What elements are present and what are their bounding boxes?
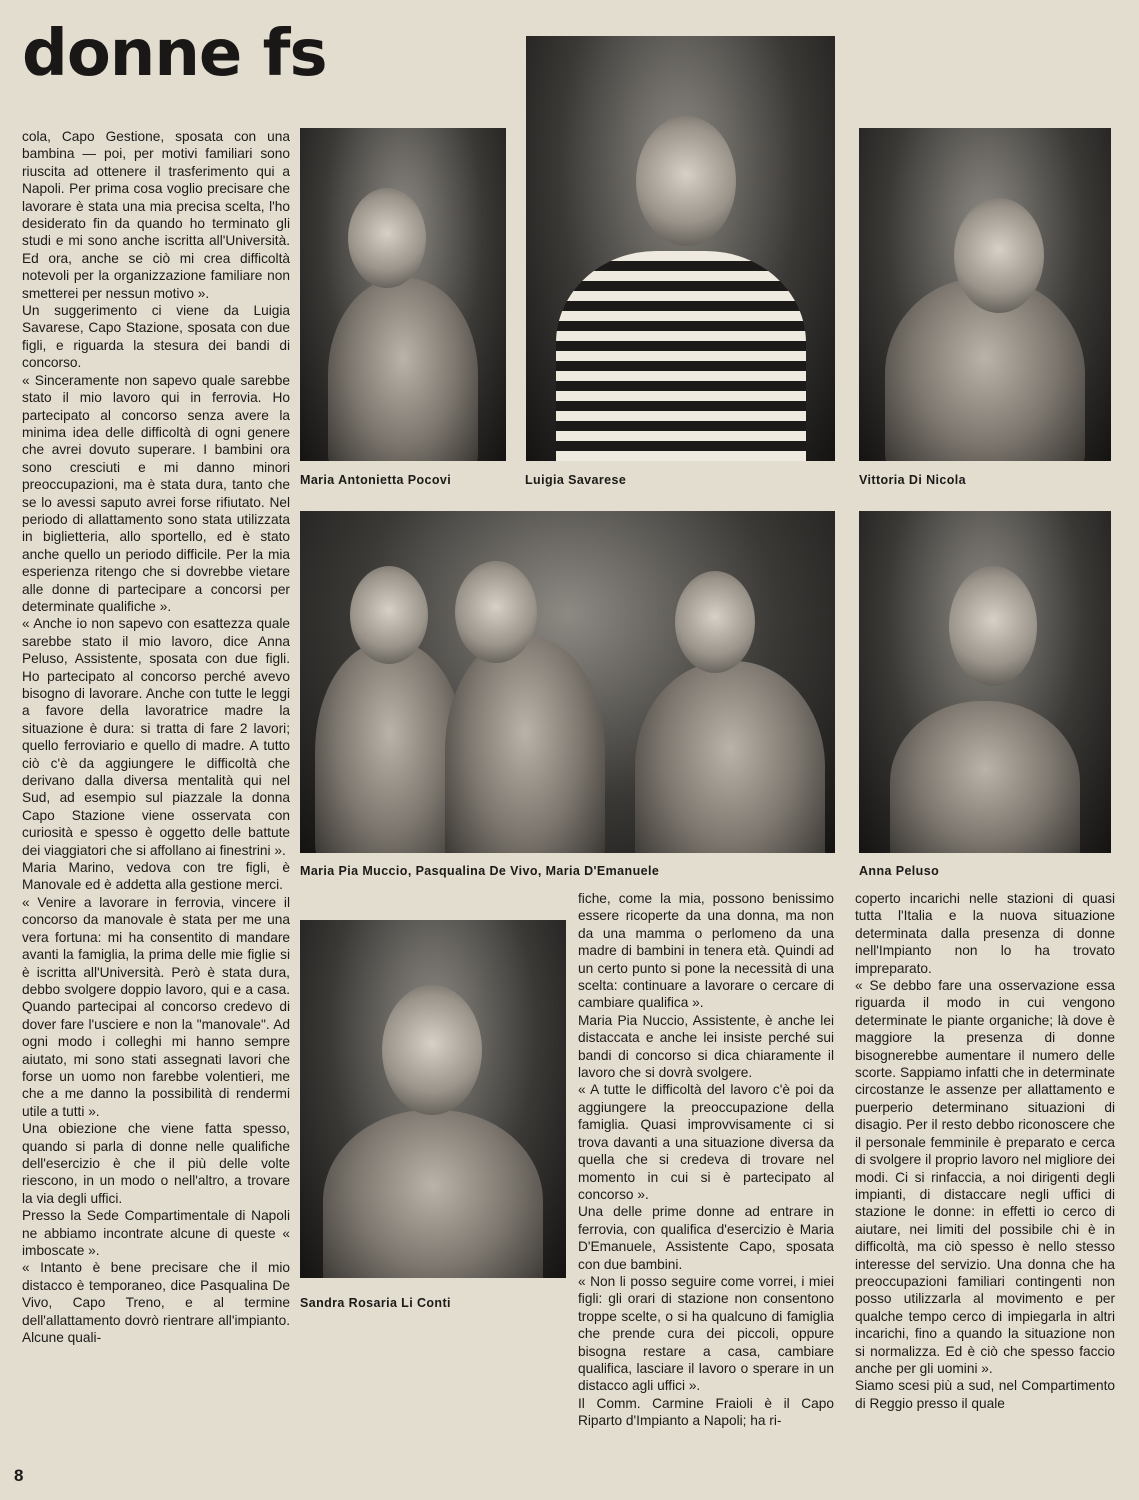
photo-peluso bbox=[859, 511, 1111, 853]
caption-peluso: Anna Peluso bbox=[859, 864, 940, 878]
caption-li-conti: Sandra Rosaria Li Conti bbox=[300, 1296, 451, 1310]
caption-di-nicola: Vittoria Di Nicola bbox=[859, 473, 966, 487]
article-column-1 bbox=[22, 128, 290, 1346]
paragraph: « Non li posso seguire come vorrei, i miei figli: gli orari di stazione non consentono troppe scelte, o si ha qualcuno di famiglia che prende cura dei piccoli, oppure bisogna restare a casa, cambiare qualifica, lasciare il lavoro o sperare in un distacco agli uffici ». bbox=[578, 1273, 834, 1394]
caption-pocovi: Maria Antonietta Pocovi bbox=[300, 473, 452, 487]
paragraph: « Intanto è bene precisare che il mio distacco è temporaneo, dice Pasqualina De Vivo, Capo Treno, e al termine dell'allattamento dovrò rientrare all'impianto. Alcune quali- bbox=[22, 1260, 290, 1346]
paragraph: Il Comm. Carmine Fraioli è il Capo Riparto d'Impianto a Napoli; ha ri- bbox=[578, 1395, 834, 1429]
paragraph: Maria Pia Nuccio, Assistente, è anche lei distaccata e anche lei insiste perché sui bandi di concorso si dica chiaramente il lavoro che si dovrà svolgere. bbox=[578, 1012, 834, 1081]
caption-group: Maria Pia Muccio, Pasqualina De Vivo, Maria D'Emanuele bbox=[300, 864, 660, 878]
paragraph: coperto incarichi nelle stazioni di quasi tutta l'Italia e la nuova situazione determinata dalla presenza di donne nell'Impianto non lo ha trovato impreparato. bbox=[855, 891, 1115, 976]
paragraph: « Anche io non sapevo con esattezza quale sarebbe stato il mio lavoro, dice Anna Peluso, Assistente, sposata con due figli. Ho partecipato al concorso perché avevo bisogno di lavorare. Anche con tutte le leggi a favore della lavoratrice madre la situazione è dura: si tratta di fare 2 lavori; quello ferroviario e quello di madre. A tutto ciò c'è da aggiungere le difficoltà che derivano dalla diversa mentalità qui nel Sud, ad esempio sul piazzale la donna Capo Stazione viene osservata con curiosità e spesso è oggetto delle battute dei viaggiatori che si affollano ai finestrini ». bbox=[22, 616, 290, 858]
paragraph: « Venire a lavorare in ferrovia, vincere il concorso da manovale è stata per me una vera fortuna: mi ha consentito di mandare avanti la famiglia, la prima delle mie figlie si è iscritta all'Università. Però è stata dura, debbo svolgere doppio lavoro, qui e a casa. Quando partecipai al concorso credevo di dover fare l'usciere e non la "manovale". Ad ogni modo i colleghi mi hanno sempre aiutato, mi sono stati assegnati lavori che forse un uomo non farebbe volentieri, me che a me danno la possibilità di rendermi utile a tutti ». bbox=[22, 894, 290, 1119]
paragraph: cola, Capo Gestione, sposata con una bambina — poi, per motivi familiari sono riuscita ad ottenere il trasferimento qui a Napoli. Per prima cosa voglio precisare che lavorare è stata una mia precisa scelta, l'ho desiderato fin da quando ho terminato gli studi e mi sono anche iscritta all'Università. Ed ora, anche se ciò mi crea difficoltà notevoli per la organizzazione familiare non smetterei per nessun motivo ». bbox=[22, 129, 290, 301]
article-column-2 bbox=[578, 890, 834, 1430]
paragraph: Una obiezione che viene fatta spesso, quando si parla di donne nelle qualifiche dell'esercizio è che il più delle volte riescono, in un modo o nell'altro, a trovare la via degli uffici. bbox=[22, 1121, 290, 1206]
paragraph: « A tutte le difficoltà del lavoro c'è poi da aggiungere la preoccupazione della famiglia. Quasi improvvisamente ci si trova davanti a una situazione diversa da quella che si credeva di trovare nel momento in cui si è partecipato al concorso ». bbox=[578, 1082, 834, 1202]
paragraph: « Se debbo fare una osservazione essa riguarda il modo in cui vengono determinate le piante organiche; là dove è maggiore la presenza di donne bisognerebbe aumentare il numero delle scorte. Sappiamo infatti che in determinate circostanze le assenze per allattamento e puerperio determinano situazioni di disagio. Per il resto debbo riconoscere che il personale femminile è preparato e cerca di svolgere il proprio lavoro nel migliore dei modi. Ci si rinfaccia, a noi dirigenti degli impianti, di distaccare negli uffici di stazione le donne: in effetti io cerco di aiutare, nei limiti del possibile chi è in difficoltà, ma ciò spesso è nello stesso interesse del servizio. Una donna che ha preoccupazioni familiari contingenti non posso utilizzarla al movimento e per qualche tempo cerco di impiegarla in altri incarichi, fino a quando la situazione non si normalizza. Ed è ciò che spesso faccio anche per gli uomini ». bbox=[855, 978, 1115, 1376]
paragraph: Una delle prime donne ad entrare in ferrovia, con qualifica d'esercizio è Maria D'Emanuele, Assistente Capo, sposata con due bambini. bbox=[578, 1204, 834, 1272]
photo-li-conti bbox=[300, 920, 566, 1278]
caption-savarese: Luigia Savarese bbox=[525, 473, 627, 487]
article-column-3 bbox=[855, 890, 1115, 1412]
photo-pocovi bbox=[300, 128, 506, 461]
paragraph: Presso la Sede Compartimentale di Napoli ne abbiamo incontrate alcune di queste « imboscate ». bbox=[22, 1208, 290, 1258]
paragraph: « Sinceramente non sapevo quale sarebbe stato il mio lavoro qui in ferrovia. Ho partecipato al concorso senza avere la minima idea delle difficoltà di ogni genere che avrei dovuto superare. I bambini ora sono cresciuti e mi danno minori preoccupazioni, ma è stata dura, tanto che se lo avessi saputo avrei forse rifiutato. Nel periodo di allattamento sono stata utilizzata in biglietteria, allo sportello, ed è stato anche quello un periodo difficile. Per la mia esperienza ritengo che si dovrebbe vietare alle donne di partecipare a concorsi per determinate qualifiche ». bbox=[22, 372, 290, 614]
paragraph: Maria Marino, vedova con tre figli, è Manovale ed è addetta alla gestione merci. bbox=[22, 860, 290, 893]
page-title: donne fs bbox=[22, 17, 327, 91]
page-number: 8 bbox=[14, 1466, 24, 1485]
paragraph: Un suggerimento ci viene da Luigia Savarese, Capo Stazione, sposata con due figli, e riguarda la stesura dei bandi di concorso. bbox=[22, 303, 290, 371]
photo-savarese bbox=[526, 36, 835, 461]
photo-di-nicola bbox=[859, 128, 1111, 461]
photo-group bbox=[300, 511, 835, 853]
paragraph: Siamo scesi più a sud, nel Compartimento di Reggio presso il quale bbox=[855, 1378, 1115, 1411]
paragraph: fiche, come la mia, possono benissimo essere ricoperte da una donna, ma non da una mamma o perlomeno da una madre di bambini in tenera età. Quindi ad un certo punto si pone la necessità di una scelta: continuare a lavorare o cercare di cambiare qualifica ». bbox=[578, 891, 834, 1011]
